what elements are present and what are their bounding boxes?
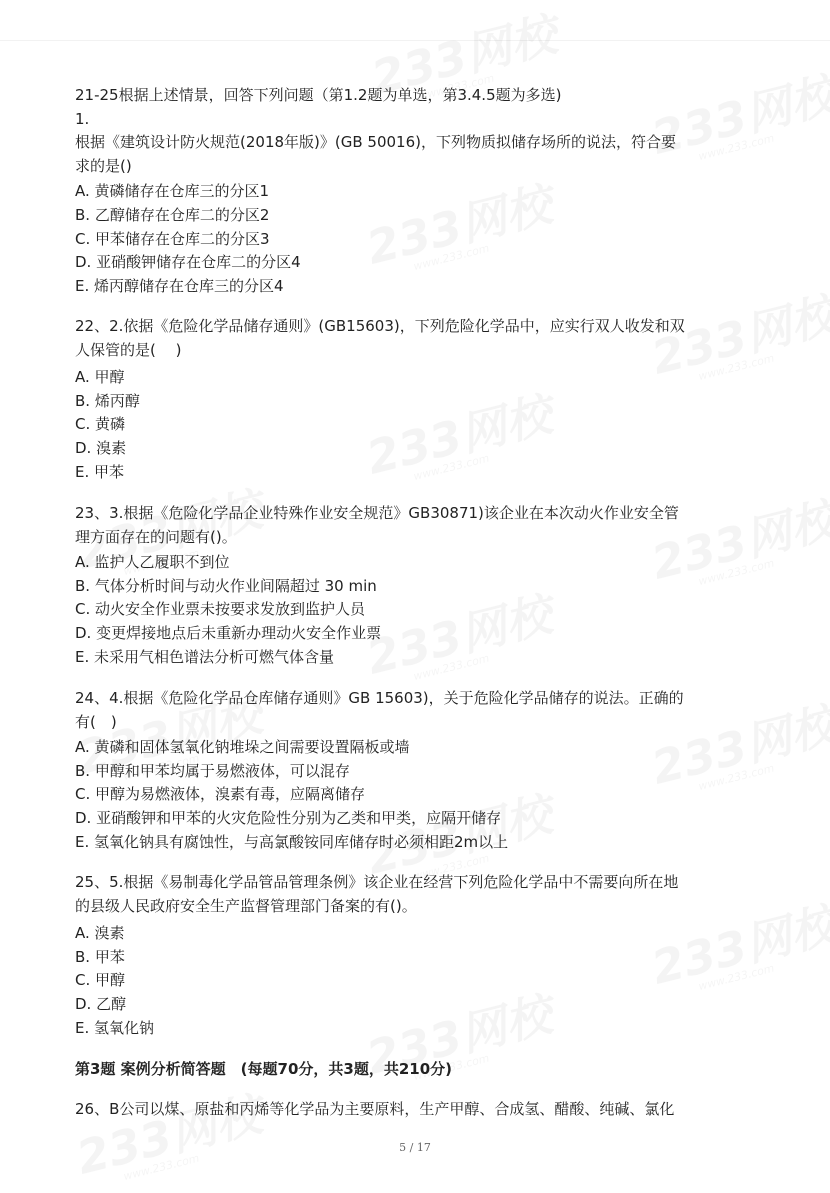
option-b: B. 甲醇和甲苯均属于易燃液体，可以混存 (75, 761, 350, 780)
option-a: A. 溴素 (75, 924, 125, 943)
question-number: 1. (75, 109, 90, 128)
question-stem: 人保管的是( ) (75, 340, 182, 359)
option-d: D. 乙醇 (75, 994, 127, 1013)
option-d: D. 变更焊接地点后未重新办理动火安全作业票 (75, 623, 382, 642)
question-stem: 22、2.依据《危险化学品储存通则》(GB15603)，下列危险化学品中，应实行双人收发和双 (75, 317, 685, 335)
question-stem: 理方面存在的问题有()。 (75, 527, 237, 546)
option-e: E. 烯丙醇储存在仓库三的分区4 (75, 276, 284, 295)
section-heading (75, 1058, 765, 1082)
section-heading-text: 第3题 案例分析简答题 (每题70分，共3题，共210分) (75, 1060, 452, 1078)
option-e: E. 甲苯 (75, 462, 125, 481)
option-d: D. 亚硝酸钾和甲苯的火灾危险性分别为乙类和甲类，应隔开储存 (75, 808, 502, 827)
option-e: E. 氢氧化钠具有腐蚀性，与高氯酸铵同库储存时必须相距2m以上 (75, 832, 509, 851)
option-c: C. 甲苯储存在仓库二的分区3 (75, 229, 270, 248)
option-b: B. 气体分析时间与动火作业间隔超过 30 min (75, 576, 377, 595)
question-stem: 有( ) (75, 712, 117, 731)
question-24 (75, 687, 765, 854)
option-a: A. 黄磷储存在仓库三的分区1 (75, 182, 270, 201)
question-stem: 25、5.根据《易制毒化学品管品管理条例》该企业在经营下列危险化学品中不需要向所在地 (75, 873, 679, 891)
option-c: C. 动火安全作业票未按要求发放到监护人员 (75, 600, 366, 619)
option-a: A. 监护人乙履职不到位 (75, 553, 230, 572)
question-25 (75, 871, 765, 1040)
option-b: B. 烯丙醇 (75, 391, 140, 410)
option-c: C. 甲醇为易燃液体，溴素有毒，应隔离储存 (75, 785, 366, 804)
option-b: B. 乙醇储存在仓库二的分区2 (75, 205, 270, 224)
question-stem: 求的是() (75, 156, 132, 175)
option-b: B. 甲苯 (75, 947, 125, 966)
question-26 (75, 1098, 765, 1122)
page-top-edge (0, 40, 830, 41)
option-d: D. 亚硝酸钾储存在仓库二的分区4 (75, 253, 301, 272)
option-e: E. 氢氧化钠 (75, 1018, 155, 1037)
intro-text: 21-25根据上述情景，回答下列问题（第1.2题为单选，第3.4.5题为多选) (75, 86, 562, 104)
option-c: C. 黄磷 (75, 415, 126, 434)
watermark-logo (69, 1078, 269, 1192)
question-stem: 26、B公司以煤、原盐和丙烯等化学品为主要原料，生产甲醇、合成氢、醋酸、纯碱、氯化 (75, 1100, 675, 1118)
question-21 (75, 84, 765, 298)
question-stem: 的县级人民政府安全生产监督管理部门备案的有()。 (75, 896, 417, 915)
question-stem: 根据《建筑设计防火规范(2018年版)》(GB 50016)，下列物质拟储存场所的说法，符合要 (75, 133, 676, 152)
question-22 (75, 315, 765, 484)
option-c: C. 甲醇 (75, 971, 126, 990)
option-a: A. 甲醇 (75, 368, 125, 387)
option-a: A. 黄磷和固体氢氧化钠堆垛之间需要设置隔板或墙 (75, 738, 410, 757)
question-stem: 24、4.根据《危险化学品仓库储存通则》GB 15603)，关于危险化学品储存的说法。正确的 (75, 689, 684, 707)
question-stem: 23、3.根据《危险化学品企业特殊作业安全规范》GB30871)该企业在本次动火作业安全管 (75, 504, 679, 522)
option-e: E. 未采用气相色谱法分析可燃气体含量 (75, 647, 335, 666)
option-d: D. 溴素 (75, 438, 127, 457)
question-23 (75, 502, 765, 669)
page-number: 5 / 17 (399, 1141, 431, 1154)
